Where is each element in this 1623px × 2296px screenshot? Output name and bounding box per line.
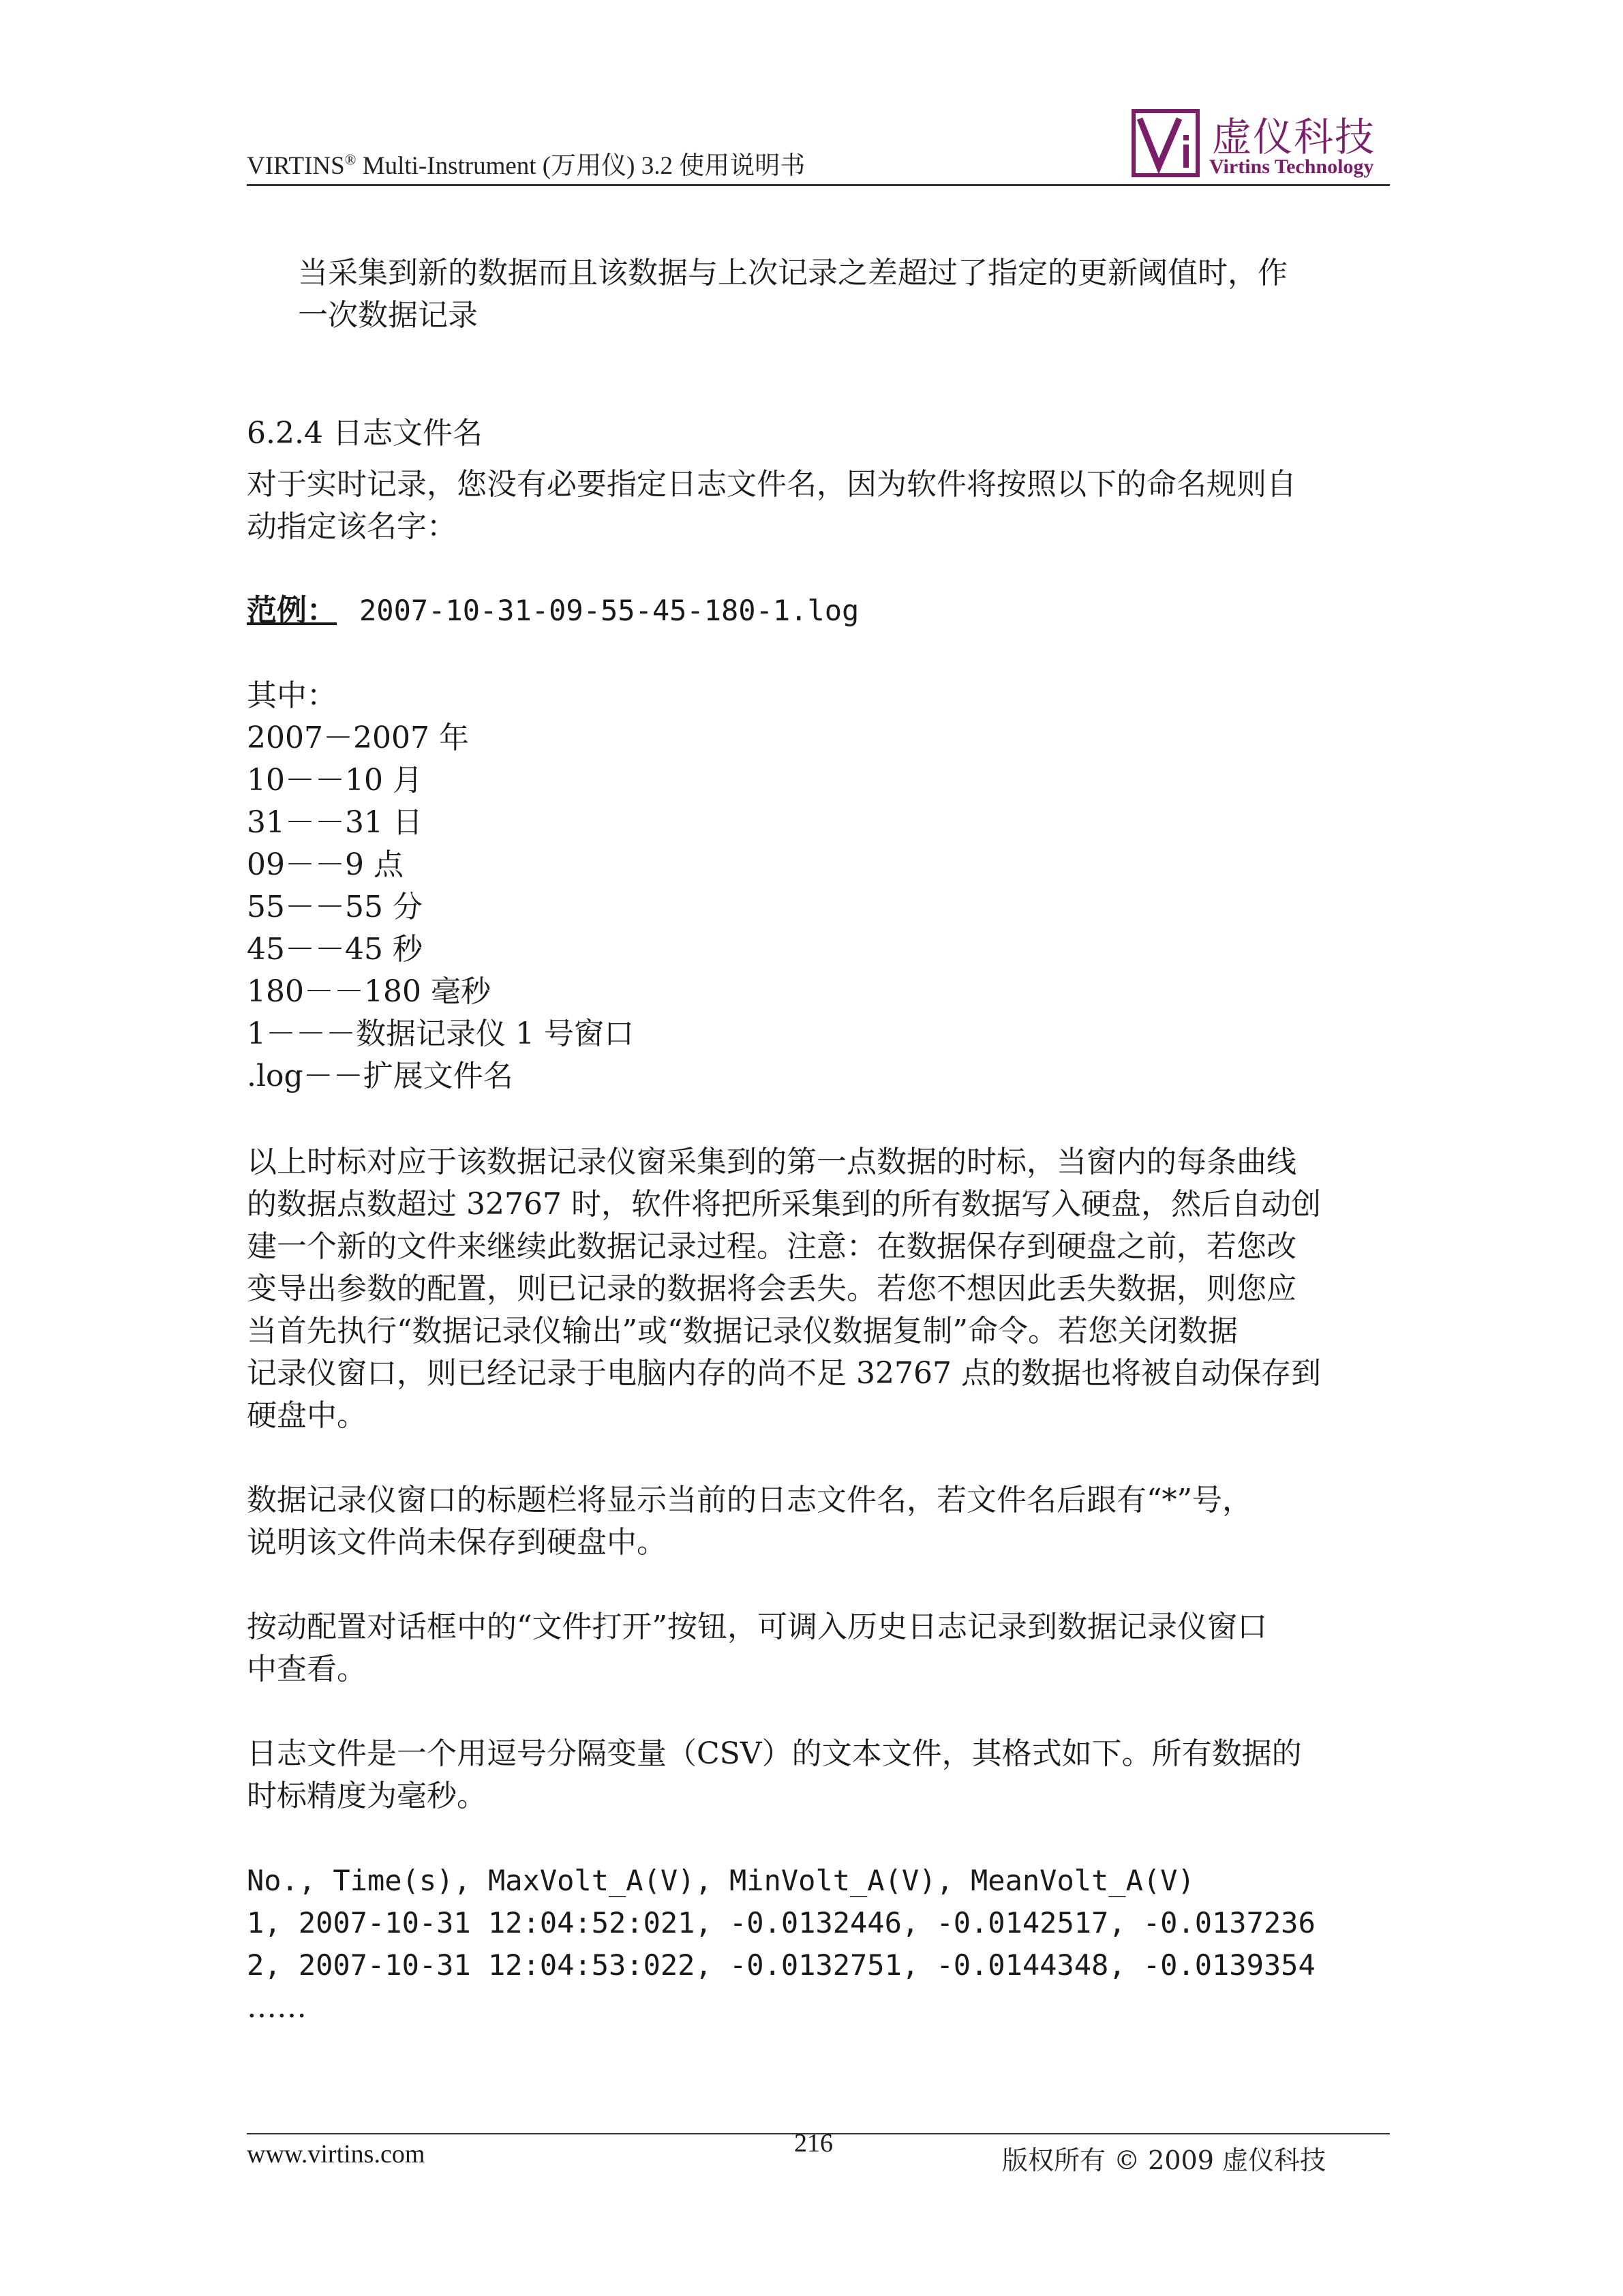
section-heading: 6.2.4 日志文件名 <box>247 416 483 451</box>
header-title-prefix: VIRTINS <box>247 152 345 180</box>
list-item: 2007－2007 年 <box>247 721 469 755</box>
logo-chinese-name: 虚仪科技 <box>1212 114 1376 160</box>
paragraph-2-line: 硬盘中。 <box>247 1398 367 1433</box>
registered-mark: ® <box>344 151 357 168</box>
paragraph-3-line: 说明该文件尚未保存到硬盘中。 <box>247 1525 667 1560</box>
paragraph-3-line: 数据记录仪窗口的标题栏将显示当前的日志文件名，若文件名后跟有“*”号， <box>247 1483 1252 1517</box>
paragraph-2-line: 建一个新的文件来继续此数据记录过程。注意：在数据保存到硬盘之前，若您改 <box>247 1229 1296 1264</box>
paragraph-4-line: 中查看。 <box>247 1652 367 1687</box>
running-header <box>247 145 805 181</box>
list-item: 10－－10 月 <box>247 763 423 798</box>
footer-website: www.virtins.com <box>247 2140 425 2169</box>
paragraph-2-line: 的数据点数超过 32767 时，软件将把所采集到的所有数据写入硬盘，然后自动创 <box>247 1187 1321 1222</box>
where-label: 其中： <box>247 678 337 713</box>
csv-data-row: 1, 2007-10-31 12:04:52:021, -0.0132446, -0.0142517, -0.0137236 <box>247 1906 1316 1939</box>
logo-mark-icon <box>1132 109 1200 177</box>
example-filename: 2007-10-31-09-55-45-180-1.log <box>359 594 860 627</box>
header-title-rest: Multi-Instrument (万用仪) 3.2 使用说明书 <box>356 152 806 180</box>
list-item: 55－－55 分 <box>247 890 423 924</box>
company-logo <box>1132 102 1397 187</box>
paragraph-5-line: 日志文件是一个用逗号分隔变量（CSV）的文本文件，其格式如下。所有数据的 <box>247 1736 1302 1771</box>
header-divider <box>247 184 1390 186</box>
intro-line-2: 一次数据记录 <box>298 298 478 333</box>
list-item: 180－－180 毫秒 <box>247 974 491 1009</box>
example-line <box>247 590 859 632</box>
paragraph-4-line: 按动配置对话框中的“文件打开”按钮，可调入历史日志记录到数据记录仪窗口 <box>247 1610 1267 1644</box>
page-number: 216 <box>794 2129 833 2158</box>
list-item: 31－－31 日 <box>247 805 423 840</box>
csv-header-row: No., Time(s), MaxVolt_A(V), MinVolt_A(V), MeanVolt_A(V) <box>247 1864 1195 1897</box>
footer-copyright: 版权所有 © 2009 虚仪科技 <box>1002 2145 1326 2175</box>
intro-line-1: 当采集到新的数据而且该数据与上次记录之差超过了指定的更新阈值时，作 <box>298 256 1288 290</box>
logo-english-name: Virtins Technology <box>1209 155 1374 178</box>
paragraph-5-line: 时标精度为毫秒。 <box>247 1779 487 1813</box>
csv-ellipsis: …… <box>247 1990 307 2025</box>
example-label: 范例： <box>247 593 337 628</box>
paragraph-2-line: 以上时标对应于该数据记录仪窗采集到的第一点数据的时标，当窗内的每条曲线 <box>247 1145 1296 1179</box>
list-item: 45－－45 秒 <box>247 932 423 967</box>
paragraph-2-line: 变导出参数的配置，则已记录的数据将会丢失。若您不想因此丢失数据，则您应 <box>247 1271 1296 1306</box>
paragraph-1-line-2: 动指定该名字： <box>247 509 457 544</box>
csv-data-row: 2, 2007-10-31 12:04:53:022, -0.0132751, -0.0144348, -0.0139354 <box>247 1948 1316 1982</box>
list-item: 09－－9 点 <box>247 847 404 882</box>
list-item: .log－－扩展文件名 <box>247 1059 513 1093</box>
paragraph-1-line-1: 对于实时记录，您没有必要指定日志文件名，因为软件将按照以下的命名规则自 <box>247 467 1296 502</box>
paragraph-2-line: 当首先执行“数据记录仪输出”或“数据记录仪数据复制”命令。若您关闭数据 <box>247 1314 1238 1348</box>
paragraph-2-line: 记录仪窗口，则已经记录于电脑内存的尚不足 32767 点的数据也将被自动保存到 <box>247 1356 1321 1391</box>
list-item: 1－－－数据记录仪 1 号窗口 <box>247 1016 634 1051</box>
